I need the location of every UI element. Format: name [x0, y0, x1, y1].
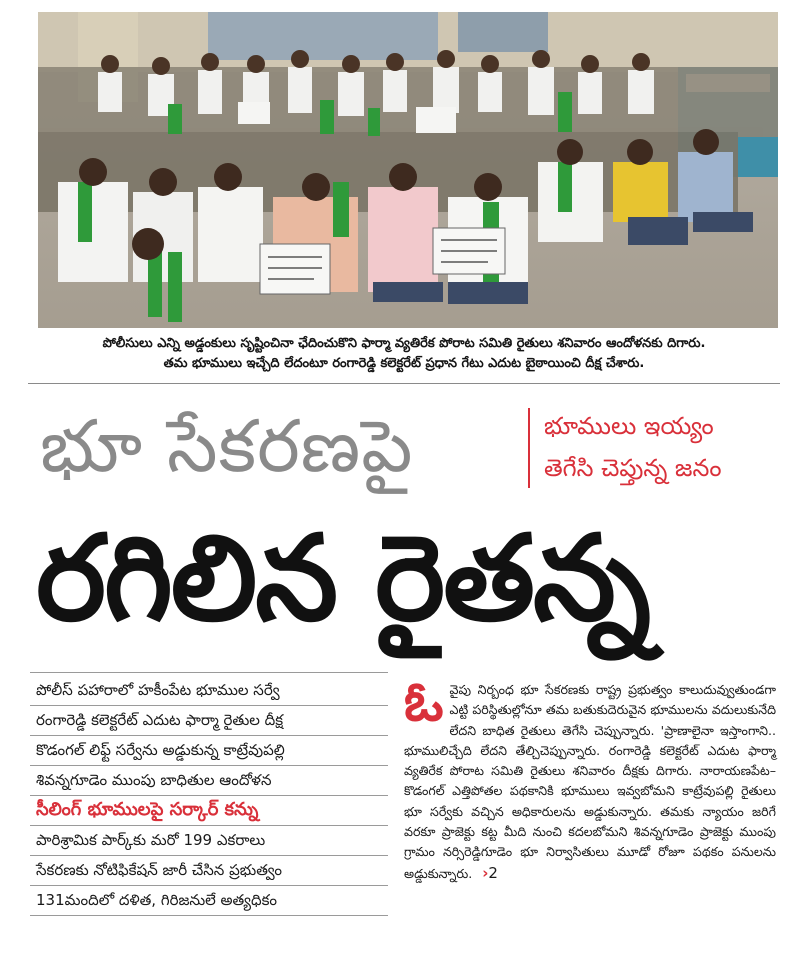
highlight-item: పారిశ్రామిక పార్క్‌కు మరో 199 ఎకరాలు [30, 826, 388, 856]
kicker [544, 405, 774, 489]
highlight-item: శివన్నగూడెం ముంపు బాధితుల ఆందోళన [30, 766, 388, 796]
article-body [404, 670, 776, 884]
left-column-top-rule [30, 672, 388, 673]
highlight-item: కొడంగల్ లిఫ్ట్ సర్వేను అడ్డుకున్న కాట్రేవుపల్లి [30, 736, 388, 766]
drop-cap: ఓ [404, 670, 444, 733]
chevron-right-icon: › [482, 863, 489, 882]
highlights-column [30, 676, 388, 916]
headline-line-1: భూ సేకరణపై [40, 404, 414, 488]
highlight-item: రంగారెడ్డి కలెక్టరేట్ ఎదుట ఫార్మా రైతుల దీక్ష [30, 706, 388, 736]
article-text: వైపు నిర్బంధ భూ సేకరణకు రాష్ట్ర ప్రభుత్వం కాలుదువ్వుతుండగా ఎట్టి పరిస్థితుల్లోనూ తమ బతుకుదెరువైన భూములను వదులుకునేది లేదని బాధిత రైతులు తెగేసి చెప్పున్నారు. 'ప్రాణాలైనా ఇస్తాంగాని.. భూములిచ్చేది లేదని తేల్చిచెప్పున్నారు. రంగారెడ్డి కలెక్టరేట్ ఎదుట ఫార్మా వ్యతిరేక పోరాట సమితి రైతులు శనివారం దీక్షకు దిగారు. నారాయణపేట–కొడంగల్ ఎత్తిపోతల పథకానికి భూములు ఇవ్వబోమని కాట్రేవుపల్లి రైతులు భూ సర్వేకు వచ్చిన అధికారులను అడ్డుకున్నారు. తమకు న్యాయం జరిగే వరకూ ప్రాజెక్టు కట్ట మీది నుంచి కదలబోమని శివన్నగూడెం ప్రాజెక్టు ముంపు గ్రామం నర్సిరెడ్డిగూడెం భూ నిర్వాసితులు మూడో రోజూ పథకం పనులను అడ్డుకున్నారు. [404, 682, 776, 881]
kicker-line-2: తెగేసి చెప్తున్న జనం [544, 454, 722, 482]
kicker-line-1: భూములు ఇయ్యం [544, 412, 714, 440]
kicker-divider [528, 408, 530, 488]
caption-line-2: తమ భూములు ఇచ్చేది లేదంటూ రంగారెడ్డి కలెక్టరేట్ ప్రధాన గేటు ఎదుట బైఠాయించి దీక్ష చేశారు. [163, 356, 645, 371]
protest-photo [38, 12, 778, 328]
caption-divider [28, 383, 780, 384]
continued-link[interactable] [482, 864, 498, 882]
continued-page-number: 2 [488, 863, 498, 882]
highlight-item: పోలీస్ పహారాలో హకీంపేట భూముల సర్వే [30, 676, 388, 706]
caption-line-1: పోలీసులు ఎన్ని అడ్డంకులు సృష్టించినా ఛేదించుకొని ఫార్మా వ్యతిరేక పోరాట సమితి రైతులు శనివారం ఆందోళనకు దిగారు. [102, 336, 706, 351]
highlight-subheading: సీలింగ్ భూములపై సర్కార్ కన్ను [30, 796, 388, 826]
photo-caption [28, 334, 780, 374]
highlight-item: 131మందిలో దళిత, గిరిజనులే అత్యధికం [30, 886, 388, 916]
highlight-item: సేకరణకు నోటిఫికేషన్ జారీ చేసిన ప్రభుత్వం [30, 856, 388, 886]
protest-photo-illustration [38, 12, 778, 328]
headline-line-2: రగిలిన రైతన్న [36, 509, 649, 647]
